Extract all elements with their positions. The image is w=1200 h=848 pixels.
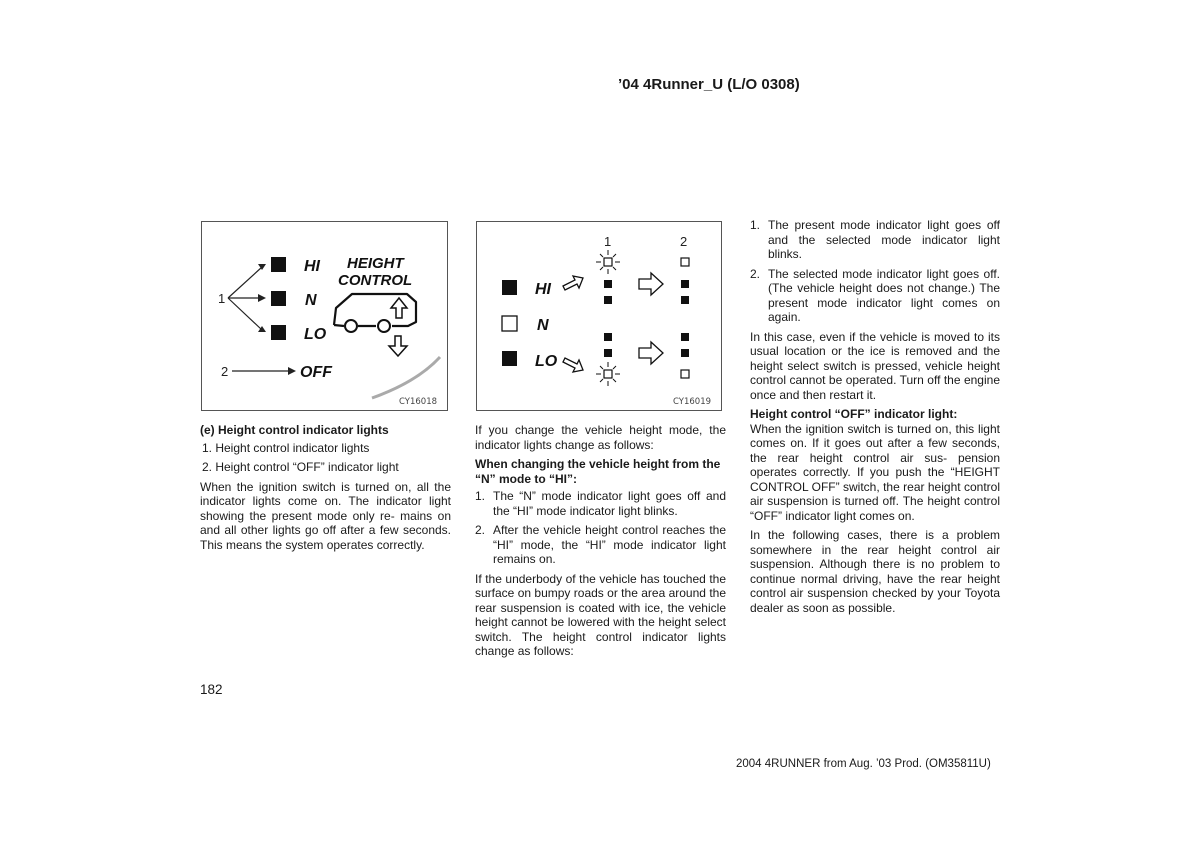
arrow-right-icon	[639, 273, 663, 295]
page-number: 182	[200, 682, 223, 697]
figure-height-change-sequence	[476, 221, 722, 411]
label-hi: HI	[535, 281, 551, 298]
list-item	[475, 489, 726, 518]
figure-code: CY16018	[399, 397, 438, 407]
body-paragraph: If the underbody of the vehicle has touched the surface on bumpy roads or the area around the rear suspension is coated with ice, the vehicle height cannot be lowered with the height select switch. The height control indicator lights change as follows:	[475, 571, 726, 658]
list-item	[475, 523, 726, 567]
callout-1: 1	[218, 291, 226, 306]
column-2	[475, 423, 726, 664]
lo-indicator-lamp	[271, 325, 286, 340]
list-text: The “N” mode indicator light goes off and the “HI” mode indicator light blinks.	[493, 489, 726, 518]
arrow-up-right-icon	[563, 276, 583, 290]
body-paragraph: In this case, even if the vehicle is moved to its usual location or the ice is removed and the height select switch is pressed, vehicle height control cannot be operated. Turn off the engine once and then restart it.	[750, 329, 1000, 402]
n-indicator-lamp	[271, 291, 286, 306]
figure-code: CY16019	[673, 397, 712, 407]
list-number: 1.	[750, 218, 761, 232]
label-n: N	[305, 292, 317, 309]
arrow-down-right-icon	[563, 358, 583, 372]
height-control-title-line2: CONTROL	[338, 272, 413, 289]
callout-1-line-lo	[228, 298, 262, 330]
list-item: 2. Height control “OFF” indicator light	[202, 460, 399, 474]
figure-height-control-indicators	[201, 221, 448, 411]
list-number: 2.	[750, 266, 761, 281]
footer-text: 2004 4RUNNER from Aug. ’03 Prod. (OM35811U)	[736, 758, 991, 770]
body-paragraph: In the following cases, there is a problem somewhere in the rear height control air suspension. Although there is no problem to continue normal driving, have the rear height control air suspension checked by your Toyota dealer as soon as possible.	[750, 528, 1000, 615]
blink-lamp-top-icon	[596, 250, 620, 274]
list-item	[750, 218, 1000, 262]
arrow-up-icon	[391, 298, 407, 318]
body-paragraph: When the ignition switch is turned on, all the indicator lights come on. The indicator light showing the present mode only re- mains on and all other lights go off after a few seconds. This means the system operates correctly.	[200, 479, 451, 552]
list-text: The selected mode indicator light goes off. (The vehicle height does not change.) The present mode indicator light comes on again.	[768, 266, 1000, 324]
label-n: N	[537, 317, 549, 334]
label-hi: HI	[304, 258, 320, 275]
sequence-diagram	[477, 222, 721, 410]
blink-lamp-bottom-icon	[596, 362, 620, 386]
subheading: Height control “OFF” indicator light:	[750, 407, 958, 421]
n-lamp-off	[502, 316, 517, 331]
list-text: After the vehicle height control reaches the “HI” mode, the “HI” mode indicator light remains on.	[493, 523, 726, 566]
label-off: OFF	[300, 364, 332, 381]
height-control-title-line1: HEIGHT	[347, 255, 404, 272]
body-paragraph: When the ignition switch is turned on, this light comes on. If it goes out after a few seconds, the rear height control air sus- pension operates correctly. If you push the “HEIGHT CONTROL OFF” switch, the rear height control air suspension is turned off. The height control “OFF” indicator light comes on.	[750, 421, 1000, 523]
column-3	[750, 218, 1000, 620]
running-header-title: ’04 4Runner_U (L/O 0308)	[618, 76, 800, 93]
arrow-down-icon	[389, 336, 407, 356]
callout-2: 2	[221, 364, 229, 379]
list-item: 1. Height control indicator lights	[202, 440, 370, 455]
step-number-2: 2	[680, 234, 688, 249]
indicator-diagram	[202, 222, 447, 410]
body-paragraph: If you change the vehicle height mode, the indicator lights change as follows:	[475, 423, 726, 452]
arrow-right-icon	[639, 342, 663, 364]
hi-indicator-lamp	[271, 257, 286, 272]
hi-lamp-on	[502, 280, 517, 295]
decorative-swoosh	[372, 357, 440, 398]
section-heading: (e) Height control indicator lights	[200, 423, 389, 437]
callout-1-line-hi	[228, 267, 262, 298]
label-lo: LO	[535, 353, 558, 370]
list-number: 2.	[475, 523, 486, 537]
step-number-1: 1	[604, 234, 612, 249]
list-number: 1.	[475, 489, 486, 503]
label-lo: LO	[304, 326, 327, 343]
column-1	[200, 423, 451, 557]
subheading: When changing the vehicle height from the “N” mode to “HI”:	[475, 457, 721, 486]
list-item	[750, 267, 1000, 325]
list-text: The present mode indicator light goes off and the selected mode indicator light blinks.	[768, 218, 1000, 261]
lo-lamp-on	[502, 351, 517, 366]
